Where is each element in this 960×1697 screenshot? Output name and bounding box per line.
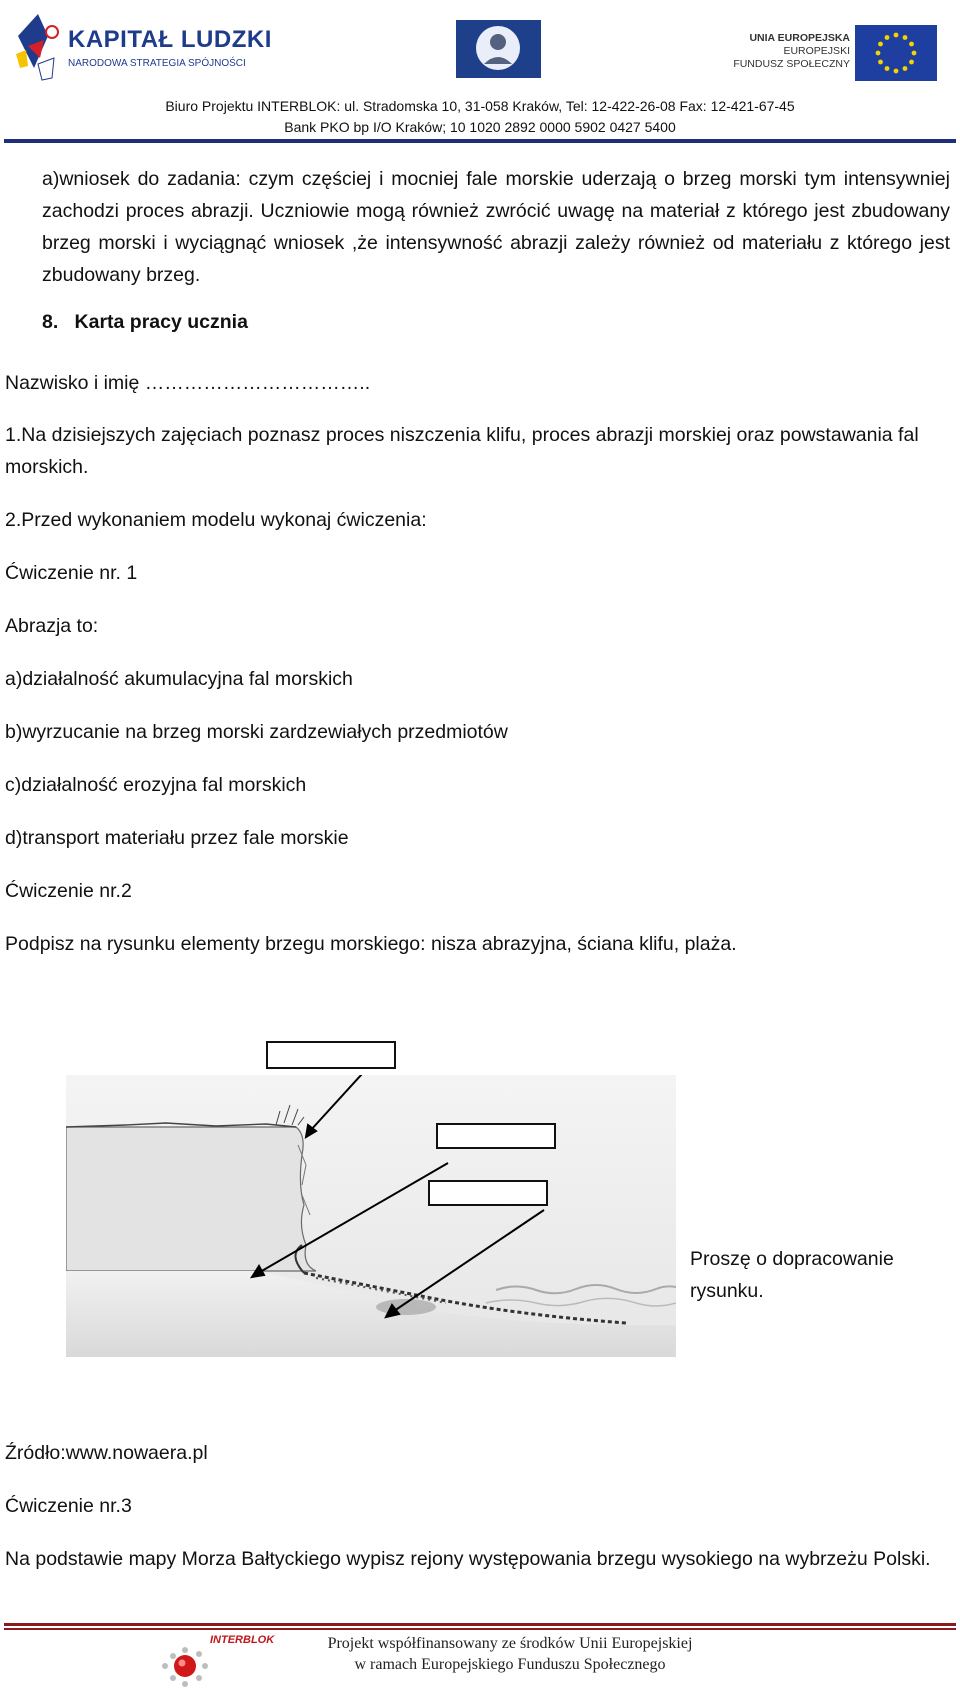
exercise1-option-c: c)działalność erozyjna fal morskich <box>5 774 307 796</box>
answer-box-abrasion-notch[interactable] <box>436 1123 556 1149</box>
header-address-line2: Bank PKO bp I/O Kraków; 10 1020 2892 0000 5902 0427 5400 <box>284 119 676 135</box>
name-line: Nazwisko i imię …………………………….. <box>5 372 371 394</box>
answer-box-beach[interactable] <box>428 1180 548 1206</box>
section-heading: 8. Karta pracy ucznia <box>42 311 248 333</box>
exercise2-task: Podpisz na rysunku elementy brzegu morskiego: nisza abrazyjna, ściana klifu, plaża. <box>5 933 737 955</box>
footer-line2: w ramach Europejskiego Funduszu Społecznego <box>354 1656 666 1673</box>
eu-label <box>728 32 850 71</box>
item-2: 2.Przed wykonaniem modelu wykonaj ćwiczenia: <box>5 509 427 531</box>
exercise3-task: Na podstawie mapy Morza Bałtyckiego wypisz rejony występowania brzegu wysokiego na wybrzeżu Polski. <box>5 1548 931 1570</box>
portrait-medal-logo <box>456 20 541 78</box>
figure-source: Źródło:www.nowaera.pl <box>5 1442 208 1464</box>
cliff-illustration <box>66 1075 676 1357</box>
kapital-ludzki-subtitle: NARODOWA STRATEGIA SPÓJNOŚCI <box>68 58 246 69</box>
exercise1-option-b: b)wyrzucanie na brzeg morski zardzewiałych przedmiotów <box>5 721 508 743</box>
exercise1-title: Ćwiczenie nr. 1 <box>5 562 138 584</box>
eu-label-line3: FUNDUSZ SPOŁECZNY <box>733 58 850 70</box>
header-divider <box>4 139 956 143</box>
footer-text <box>290 1633 730 1675</box>
eu-flag-icon <box>855 25 937 81</box>
header-address-line1: Biuro Projektu INTERBLOK: ul. Stradomska 10, 31-058 Kraków, Tel: 12-422-26-08 Fax: 12-421-67-45 <box>165 98 795 114</box>
interblok-logo-text: INTERBLOK <box>210 1634 275 1646</box>
figure-note: Proszę o dopracowanie rysunku. <box>690 1248 894 1302</box>
footer-divider <box>4 1623 956 1626</box>
exercise1-option-a: a)działalność akumulacyjna fal morskich <box>5 668 353 690</box>
exercise1-option-d: d)transport materiału przez fale morskie <box>5 827 349 849</box>
eu-label-line2: EUROPEJSKI <box>783 45 850 57</box>
intro-paragraph: a)wniosek do zadania: czym częściej i mocniej fale morskie uderzają o brzeg morski tym intensywniej zachodzi proces abrazji. Uczniowie mogą również zwrócić uwagę na materiał z którego jest zbudowany brzeg morski i wyciągnąć wniosek ,że intensywność abrazji zależy również od materiału z którego jest zbudowany brzeg. <box>42 168 950 286</box>
item-1: 1.Na dzisiejszych zajęciach poznasz proces niszczenia klifu, proces abrazji morskiej oraz powstawania fal morskich. <box>5 424 919 478</box>
kapital-ludzki-title: KAPITAŁ LUDZKI <box>68 26 272 53</box>
exercise3-title: Ćwiczenie nr.3 <box>5 1495 132 1517</box>
exercise2-title: Ćwiczenie nr.2 <box>5 880 132 902</box>
footer-line1: Projekt współfinansowany ze środków Unii Europejskiej <box>327 1635 693 1652</box>
eu-label-line1: UNIA EUROPEJSKA <box>749 32 850 44</box>
answer-box-cliff-wall[interactable] <box>266 1041 396 1069</box>
footer-divider-thin <box>4 1628 956 1630</box>
exercise1-question: Abrazja to: <box>5 615 99 637</box>
header-address <box>0 96 960 138</box>
